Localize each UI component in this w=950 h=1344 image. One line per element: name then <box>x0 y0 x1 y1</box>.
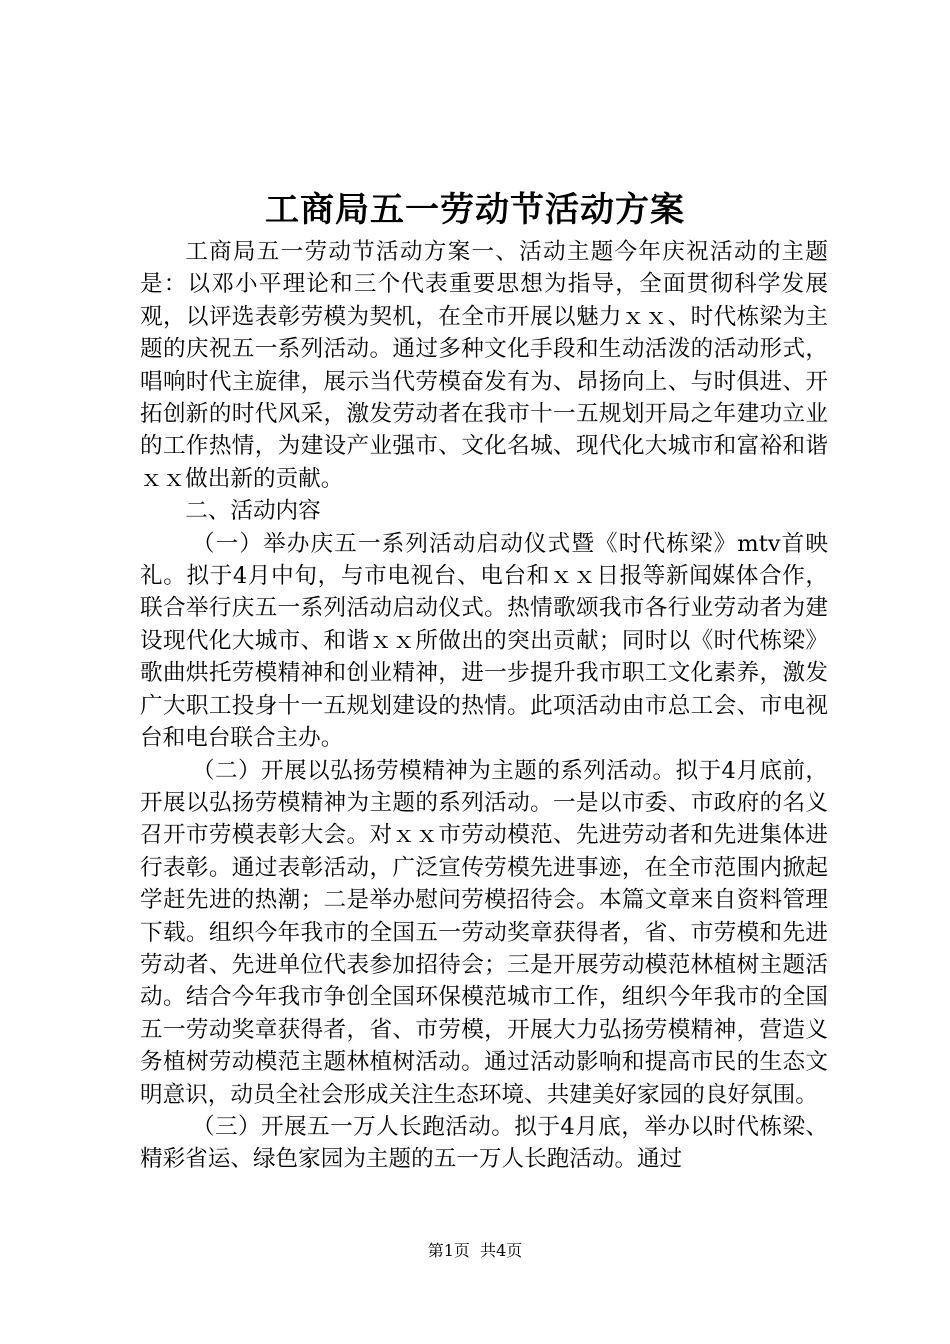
paragraph-intro: 工商局五一劳动节活动方案一、活动主题今年庆祝活动的主题是：以邓小平理论和三个代表重要思想为指导，全面贯彻科学发展观，以评选表彰劳模为契机，在全市开展以魅力ｘｘ、时代栋梁为主题的庆祝五一系列活动。通过多种文化手段和生动活泼的活动形式，唱响时代主旋律，展示当代劳模奋发有为、昂扬向上、与时俱进、开拓创新的时代风采，激发劳动者在我市十一五规划开局之年建功立业的工作热情，为建设产业强市、文化名城、现代化大城市和富裕和谐ｘｘ做出新的贡献。 <box>140 239 828 492</box>
page-footer <box>0 1240 950 1262</box>
document-body <box>140 236 828 1176</box>
document-title: 工商局五一劳动节活动方案 <box>265 190 685 230</box>
page-number-label: 第1页 共4页 <box>427 1241 523 1260</box>
paragraph-item-1: （一）举办庆五一系列活动启动仪式暨《时代栋梁》mtv首映礼。拟于4月中旬，与市电视台、电台和ｘｘ日报等新闻媒体合作，联合举行庆五一系列活动启动仪式。热情歌颂我市各行业劳动者为建设现代化大城市、和谐ｘｘ所做出的突出贡献；同时以《时代栋梁》歌曲烘托劳模精神和创业精神，进一步提升我市职工文化素养，激发广大职工投身十一五规划建设的热情。此项活动由市总工会、市电视台和电台联合主办。 <box>140 530 828 752</box>
paragraph-item-3: （三）开展五一万人长跑活动。拟于4月底，举办以时代栋梁、精彩省运、绿色家园为主题的五一万人长跑活动。通过 <box>140 1113 828 1173</box>
paragraph-item-2: （二）开展以弘扬劳模精神为主题的系列活动。拟于4月底前，开展以弘扬劳模精神为主题的系列活动。一是以市委、市政府的名义召开市劳模表彰大会。对ｘｘ市劳动模范、先进劳动者和先进集体进行表彰。通过表彰活动，广泛宣传劳模先进事迹，在全市范围内掀起学赶先进的热潮；二是举办慰问劳模招待会。本篇文章来自资料管理下载。组织今年我市的全国五一劳动奖章获得者，省、市劳模和先进劳动者、先进单位代表参加招待会；三是开展劳动模范林植树主题活动。结合今年我市争创全国环保模范城市工作，组织今年我市的全国五一劳动奖章获得者，省、市劳模，开展大力弘扬劳模精神，营造义务植树劳动模范主题林植树活动。通过活动影响和提高市民的生态文明意识，动员全社会形成关注生态环境、共建美好家园的良好氛围。 <box>140 757 828 1108</box>
section-heading-activity-content: 二、活动内容 <box>185 498 321 525</box>
